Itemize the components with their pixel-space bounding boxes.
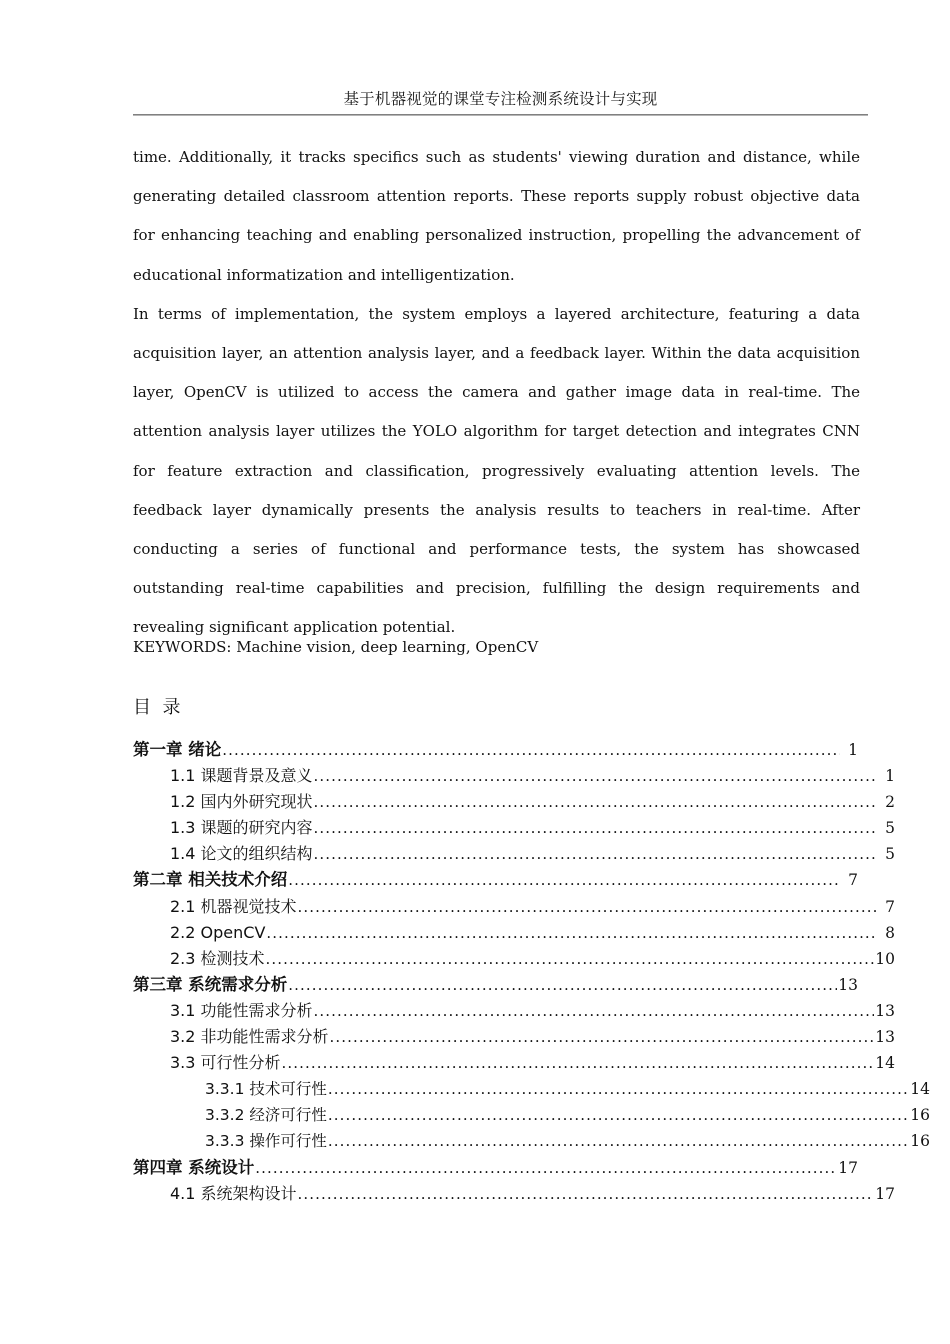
toc-dot-leader <box>288 867 840 893</box>
keywords-line: KEYWORDS: Machine vision, deep learning, OpenCV <box>133 638 539 656</box>
toc-dot-leader <box>314 998 875 1024</box>
toc-entry-page-number: 5 <box>885 845 895 864</box>
toc-entry-page-number: 10 <box>875 949 895 968</box>
toc-entry-page-number: 17 <box>875 1184 895 1203</box>
toc-dot-leader <box>328 1102 909 1128</box>
toc-dot-leader <box>282 1050 875 1076</box>
toc-entry[interactable] <box>133 737 858 763</box>
toc-dot-leader <box>266 920 877 946</box>
toc-entry-page-number: 7 <box>885 897 895 916</box>
toc-entry-page-number: 5 <box>885 819 895 838</box>
toc-entry-label: 1.3 课题的研究内容 <box>170 818 313 838</box>
table-of-contents <box>133 737 930 1207</box>
toc-entry[interactable] <box>133 867 858 893</box>
toc-entry-page-number: 8 <box>885 923 895 942</box>
toc-entry-page-number: 7 <box>848 871 858 890</box>
toc-entry-page-number: 17 <box>838 1158 858 1177</box>
toc-dot-leader <box>266 946 875 972</box>
toc-entry-label: 1.1 课题背景及意义 <box>170 766 313 786</box>
toc-entry[interactable] <box>133 1155 858 1181</box>
toc-entry-page-number: 16 <box>910 1132 930 1151</box>
toc-entry-page-number: 14 <box>910 1080 930 1099</box>
toc-dot-leader <box>298 894 877 920</box>
toc-entry[interactable] <box>133 1102 930 1128</box>
running-header-title: 基于机器视觉的课堂专注检测系统设计与实现 <box>343 90 658 108</box>
toc-entry-label: 3.1 功能性需求分析 <box>170 1000 313 1020</box>
toc-dot-leader <box>314 841 877 867</box>
toc-entry[interactable] <box>133 1181 895 1207</box>
toc-entry-label: 第一章 绪论 <box>133 740 222 759</box>
toc-entry[interactable] <box>133 763 895 789</box>
toc-entry-page-number: 2 <box>885 793 895 812</box>
toc-entry[interactable] <box>133 972 858 998</box>
toc-entry-label: 4.1 系统架构设计 <box>170 1183 297 1203</box>
toc-entry-label: 3.3.2 经济可行性 <box>205 1106 327 1125</box>
toc-entry[interactable] <box>133 789 895 815</box>
toc-entry-label: 2.2 OpenCV <box>170 922 266 942</box>
header-divider-rule <box>133 114 868 116</box>
toc-entry-page-number: 13 <box>838 975 858 994</box>
toc-entry[interactable] <box>133 946 895 972</box>
toc-entry-label: 3.3.1 技术可行性 <box>205 1080 327 1099</box>
toc-entry-label: 3.3 可行性分析 <box>170 1053 281 1073</box>
toc-dot-leader <box>330 1024 875 1050</box>
toc-entry[interactable] <box>133 815 895 841</box>
abstract-body <box>133 138 860 648</box>
toc-dot-leader <box>314 815 877 841</box>
toc-entry[interactable] <box>133 1128 930 1154</box>
toc-entry-label: 第四章 系统设计 <box>133 1157 255 1177</box>
toc-entry[interactable] <box>133 841 895 867</box>
toc-entry[interactable] <box>133 894 895 920</box>
toc-entry-page-number: 13 <box>875 1028 895 1047</box>
toc-entry-label: 第二章 相关技术介绍 <box>133 870 288 890</box>
toc-entry-page-number: 1 <box>848 741 858 759</box>
abstract-paragraph-1: time. Additionally, it tracks specifics such as students' viewing duration and distance, while generating detailed classroom attention reports. These reports supply robust objective data for enhancing teaching and enabling personalized instruction, propelling the advancement of educational informatization and intelligentization. <box>133 148 860 284</box>
toc-entry[interactable] <box>133 1076 930 1102</box>
toc-entry-label: 第三章 系统需求分析 <box>133 974 288 994</box>
toc-entry-page-number: 14 <box>875 1054 895 1073</box>
toc-dot-leader <box>298 1181 875 1207</box>
toc-dot-leader <box>328 1076 909 1102</box>
toc-dot-leader <box>314 763 877 789</box>
toc-entry-page-number: 16 <box>910 1106 930 1125</box>
toc-entry-page-number: 13 <box>875 1001 895 1020</box>
toc-entry-label: 2.1 机器视觉技术 <box>170 896 297 916</box>
toc-dot-leader <box>314 789 877 815</box>
toc-dot-leader <box>328 1128 909 1154</box>
toc-entry[interactable] <box>133 1024 895 1050</box>
abstract-paragraph-2: In terms of implementation, the system employs a layered architecture, featuring a data acquisition layer, an attention analysis layer, and a feedback layer. Within the data acquisition layer, OpenCV is utilized to access the camera and gather image data in real-time. The attention analysis layer utilizes the YOLO algorithm for target detection and integrates CNN for feature extraction and classification, progressively evaluating attention levels. The feedback layer dynamically presents the analysis results to teachers in real-time. After conducting a series of functional and performance tests, the system has showcased outstanding real-time capabilities and precision, fulfilling the design requirements and revealing significant application potential. <box>133 304 860 637</box>
toc-entry-page-number: 1 <box>885 767 895 786</box>
toc-dot-leader <box>222 737 840 763</box>
toc-dot-leader <box>255 1155 837 1181</box>
toc-entry[interactable] <box>133 998 895 1024</box>
toc-heading: 目 录 <box>133 697 181 718</box>
toc-dot-leader <box>288 972 837 998</box>
toc-entry-label: 3.2 非功能性需求分析 <box>170 1027 329 1047</box>
toc-entry-label: 1.2 国内外研究现状 <box>170 792 313 812</box>
toc-entry-label: 3.3.3 操作可行性 <box>205 1132 327 1151</box>
toc-entry-label: 2.3 检测技术 <box>170 948 265 968</box>
toc-entry[interactable] <box>133 920 895 946</box>
toc-entry[interactable] <box>133 1050 895 1076</box>
toc-entry-label: 1.4 论文的组织结构 <box>170 844 313 864</box>
